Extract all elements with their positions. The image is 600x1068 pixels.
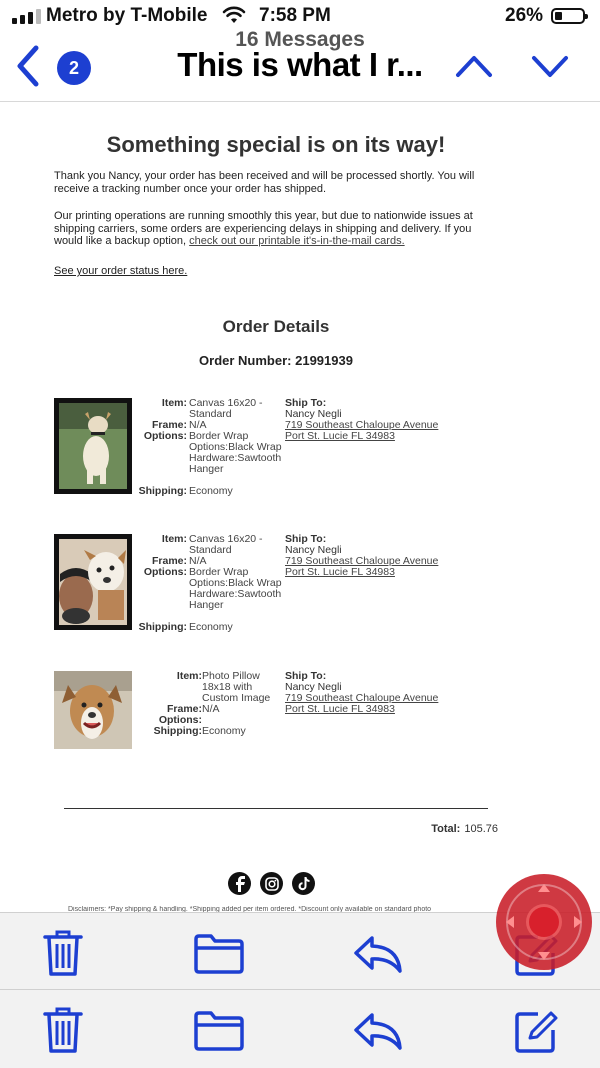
notice-text: Our printing operations are running smoothly this year, but due to nationwide issues at shipping carriers, some orders are experiencing delays in shipping and delivery. If you would like a backup option, [54,210,473,247]
options-label: Options: [143,566,187,578]
item-label: Item: [161,533,187,545]
compose-icon[interactable] [514,1010,558,1054]
ship-to-label: Ship To: [285,670,327,682]
ship-to-street[interactable]: 719 Southeast Chaloupe Avenue [285,555,439,567]
ship-to-city[interactable]: Port St. Lucie FL 34983 [285,703,395,715]
status-time: 7:58 PM [259,5,331,26]
frame-label: Frame: [151,419,187,431]
email-headline: Something special is on its way! [106,132,446,157]
order-number: Order Number: 21991939 [199,353,353,368]
shipping-value: Economy [189,621,233,633]
folder-icon[interactable] [193,933,245,975]
shipping-value: Economy [189,485,233,497]
chevron-up-icon[interactable] [454,52,494,80]
battery-percent: 26% [505,5,544,26]
wifi-icon [222,6,246,24]
mail-toolbar [0,989,600,1068]
carrier-name: Metro by T-Mobile [46,5,208,26]
order-total [431,823,498,835]
tiktok-icon[interactable] [292,872,315,895]
item-value: Canvas 16x20 - Standard [189,397,263,420]
ship-to-street[interactable]: 719 Southeast Chaloupe Avenue [285,692,439,704]
social-links [228,872,315,895]
intro-paragraph: Thank you Nancy, your order has been received and will be processed shortly. You will receive a tracking number once your order has shipped. [54,170,475,195]
total-value: 105.76 [464,823,498,835]
ship-to-label: Ship To: [285,533,327,545]
email-subject: This is what I r... [177,46,423,83]
product-thumbnail [54,671,132,749]
ship-to-city[interactable]: Port St. Lucie FL 34983 [285,430,395,442]
unread-badge: 2 [57,51,91,85]
trash-icon[interactable] [42,1006,84,1054]
disclaimer-text: Disclaimers: *Pay shipping & handling. *Shipping added per item ordered. *Discount only available on standard photo [68,906,432,912]
ship-to-city[interactable]: Port St. Lucie FL 34983 [285,566,395,578]
message-count: 16 Messages [235,28,365,51]
options-value: Border Wrap Options:Black Wrap Hardware:Sawtooth Hanger [189,566,282,611]
chevron-down-icon[interactable] [530,52,570,80]
folder-icon[interactable] [193,1010,245,1052]
printable-cards-link[interactable]: check out our printable it's-in-the-mail cards. [189,235,405,247]
item-label: Item: [176,670,202,682]
assistive-touch-button[interactable] [496,874,592,970]
frame-label: Frame: [166,703,202,715]
item-label: Item: [161,397,187,409]
options-value: Border Wrap Options:Black Wrap Hardware:Sawtooth Hanger [189,430,282,475]
frame-value: N/A [189,555,207,567]
frame-label: Frame: [151,555,187,567]
ship-to [285,671,438,715]
total-label: Total: [431,823,461,835]
reply-icon[interactable] [352,1010,404,1052]
facebook-icon[interactable] [228,872,251,895]
email-body [0,102,600,912]
frame-value: N/A [189,419,207,431]
item-value: Canvas 16x20 - Standard [189,533,263,556]
ship-to-label: Ship To: [285,397,327,409]
shipping-label: Shipping: [138,485,187,497]
signal-icon [12,9,41,24]
instagram-icon[interactable] [260,872,283,895]
chevron-left-icon[interactable] [12,44,44,88]
frame-value: N/A [202,703,220,715]
item-value: Photo Pillow 18x18 with Custom Image [202,670,271,704]
options-label: Options: [158,714,202,726]
notice-paragraph [54,210,502,248]
reply-icon[interactable] [352,933,404,975]
product-thumbnail [54,398,132,494]
ship-to-street[interactable]: 719 Southeast Chaloupe Avenue [285,419,439,431]
ship-to-name: Nancy Negli [285,681,342,693]
assistive-touch-dot [529,907,559,937]
order-status-link[interactable]: See your order status here. [54,265,188,277]
shipping-label: Shipping: [153,725,202,737]
trash-icon[interactable] [42,929,84,977]
options-label: Options: [143,430,187,442]
battery-icon [551,8,585,24]
ship-to-name: Nancy Negli [285,408,342,420]
product-thumbnail [54,534,132,630]
shipping-label: Shipping: [138,621,187,633]
ship-to [285,398,438,442]
shipping-value: Economy [202,725,246,737]
ship-to-name: Nancy Negli [285,544,342,556]
order-details-title: Order Details [222,317,330,336]
ship-to [285,534,438,578]
total-divider [64,808,488,809]
